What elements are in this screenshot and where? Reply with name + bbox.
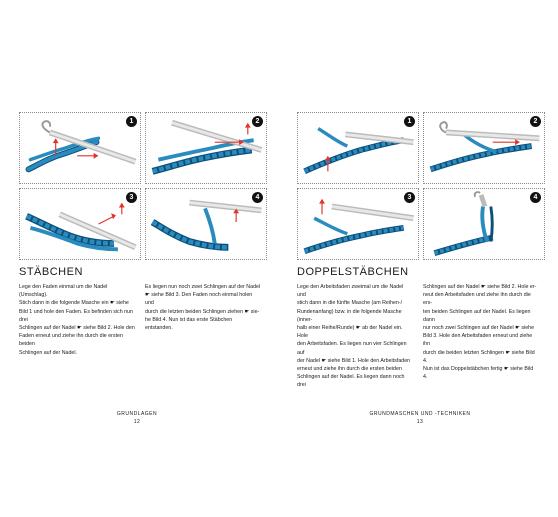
crochet-hook-illustration	[146, 113, 266, 183]
step-illustration-1	[19, 112, 141, 184]
section-heading: DOPPELSTÄBCHEN	[297, 266, 409, 278]
step-number-badge: 4	[530, 192, 541, 203]
running-title: GRUNDMASCHEN UND -TECHNIKEN	[369, 411, 471, 417]
step-number-badge: 4	[252, 192, 263, 203]
step-illustration-4	[423, 188, 545, 260]
step-illustration-2	[145, 112, 267, 184]
crochet-hook-illustration	[20, 113, 140, 183]
section-heading: STÄBCHEN	[19, 266, 83, 278]
step-number-badge: 2	[252, 116, 263, 127]
crochet-hook-illustration	[20, 189, 140, 259]
page-footer	[355, 410, 485, 426]
step-illustration-3	[19, 188, 141, 260]
running-title: GRUNDLAGEN	[116, 411, 158, 417]
step-illustration-1	[297, 112, 419, 184]
instruction-column: Lege den Faden einmal um die Nadel (Umschlag). Stich dann in die folgende Masche ein ☛ siehe Bild 1 und hole den Faden. Es befinden sich nun drei Schlingen auf der Nadel ☛ siehe Bild 2. Hole den Faden erneut und ziehe ihn durch die ersten beiden Schlingen auf der Nadel.	[19, 284, 135, 356]
crochet-hook-illustration	[424, 113, 544, 183]
step-illustration-3	[297, 188, 419, 260]
page-number: 13	[416, 419, 424, 425]
step-number-badge: 3	[126, 192, 137, 203]
step-number-badge: 1	[126, 116, 137, 127]
crochet-hook-illustration	[298, 113, 418, 183]
crochet-hook-illustration	[424, 189, 544, 259]
page-number: 12	[133, 419, 141, 425]
step-illustration-2	[423, 112, 545, 184]
step-number-badge: 3	[404, 192, 415, 203]
step-number-badge: 1	[404, 116, 415, 127]
instruction-column: Lege den Arbeitsfaden zweimal um die Nadel und stich dann in die fünfte Masche (am Reihen-/ Rundenanfang) bzw. in die folgende Masche (inner- halb einer Reihe/Runde) ☛ ab der Nadel ein. Hole den Arbeitsfaden. Es liegen nun vier Schlingen auf der Nadel ☛ siehe Bild 1. Hole den Arbeitsfaden erneut und ziehe ihn durch die ersten beiden Schlingen auf der Nadel. Es liegen dann noch drei	[297, 284, 411, 389]
instruction-column: Es liegen nun noch zwei Schlingen auf der Nadel ☛ siehe Bild 3. Den Faden noch einmal holen und durch die letzten beiden Schlingen ziehen ☛ sie- he Bild 4. Nun ist das erste Stäbchen entstanden.	[145, 284, 261, 332]
instruction-column: Schlingen auf der Nadel ☛ siehe Bild 2. Hole er- neut den Arbeitsfaden und ziehe ihn durch die ers- ten beiden Schlingen auf der Nadel. Es liegen dann nur noch zwei Schlingen auf der Nadel ☛ siehe Bild 3. Hole den Arbeitsfaden erneut und ziehe ihn durch die beiden letzten Schlingen ☛ siehe Bild 4. Nun ist das Doppelstäbchen fertig ☛ siehe Bild 4.	[423, 284, 537, 381]
crochet-hook-illustration	[298, 189, 418, 259]
step-illustration-4	[145, 188, 267, 260]
page-footer	[72, 410, 202, 426]
step-number-badge: 2	[530, 116, 541, 127]
crochet-hook-illustration	[146, 189, 266, 259]
